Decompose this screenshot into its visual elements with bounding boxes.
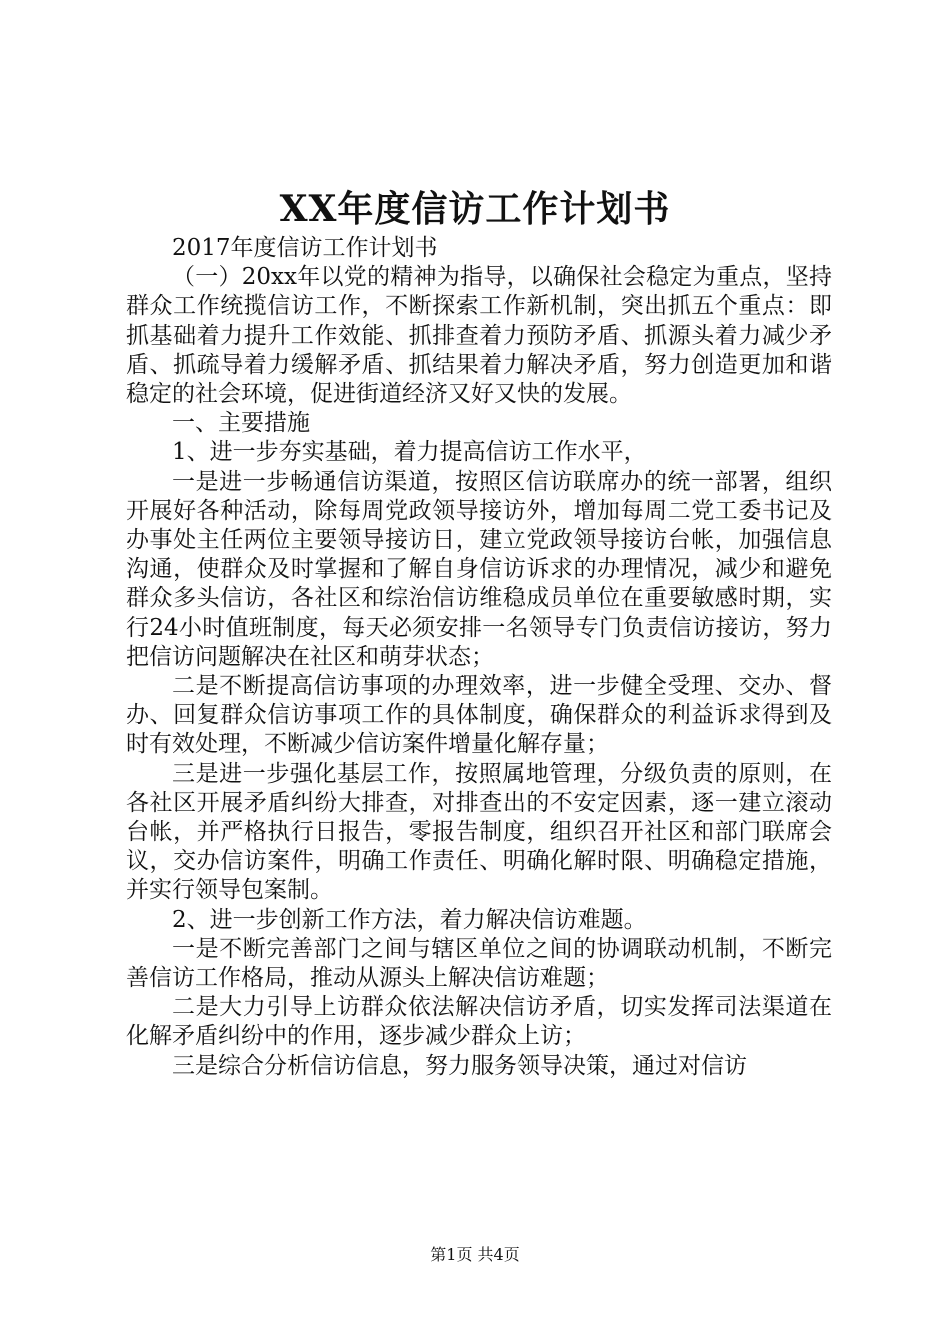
- section-heading-main-measures: 一、主要措施: [172, 410, 310, 437]
- paragraph-intro: （一）20xx年以党的精神为指导，以确保社会稳定为重点，坚持群众工作统揽信访工作，不断探索工作新机制，突出抓五个重点：即抓基础着力提升工作效能、抓排查着力预防矛盾、抓源头着力减少矛盾、抓疏导着力缓解矛盾、抓结果着力解决矛盾，努力创造更加和谐稳定的社会环境，促进街道经济又好又快的发展。: [126, 264, 832, 408]
- subheading-1: 1、进一步夯实基础，着力提高信访工作水平，: [172, 439, 647, 466]
- paragraph-point-2-2: 二是大力引导上访群众依法解决信访矛盾，切实发挥司法渠道在化解矛盾纠纷中的作用，逐步减少群众上访；: [126, 994, 832, 1050]
- paragraph-point-1-2: 二是不断提高信访事项的办理效率，进一步健全受理、交办、督办、回复群众信访事项工作的具体制度，确保群众的利益诉求得到及时有效处理，不断减少信访案件增量化解存量；: [126, 673, 832, 758]
- paragraph-point-2-3: 三是综合分析信访信息，努力服务领导决策，通过对信访: [172, 1052, 747, 1079]
- paragraph-point-2-1: 一是不断完善部门之间与辖区单位之间的协调联动机制，不断完善信访工作格局，推动从源头上解决信访难题；: [126, 935, 832, 992]
- page-number-footer: 第1页 共4页: [430, 1245, 520, 1264]
- paragraph-point-1-1: 一是进一步畅通信访渠道，按照区信访联席办的统一部署，组织开展好各种活动，除每周党政领导接访外，增加每周二党工委书记及办事处主任两位主要领导接访日，建立党政领导接访台帐，加强信息沟通，使群众及时掌握和了解自身信访诉求的办理情况，减少和避免群众多头信访，各社区和综治信访维稳成员单位在重要敏感时期，实行24小时值班制度，每天必须安排一名领导专门负责信访接访，努力把信访问题解决在社区和萌芽状态；: [126, 468, 832, 670]
- subheading-2: 2、进一步创新工作方法，着力解决信访难题。: [172, 906, 647, 933]
- paragraph-point-1-3: 三是进一步强化基层工作，按照属地管理，分级负责的原则，在各社区开展矛盾纠纷大排查，对排查出的不安定因素，逐一建立滚动台帐，并严格执行日报告，零报告制度，组织召开社区和部门联席会议，交办信访案件，明确工作责任、明确化解时限、明确稳定措施，并实行领导包案制。: [126, 760, 832, 904]
- paragraph-subtitle: 2017年度信访工作计划书: [172, 235, 438, 261]
- document-title: XX年度信访工作计划书: [279, 188, 671, 230]
- document-body: [126, 234, 832, 1081]
